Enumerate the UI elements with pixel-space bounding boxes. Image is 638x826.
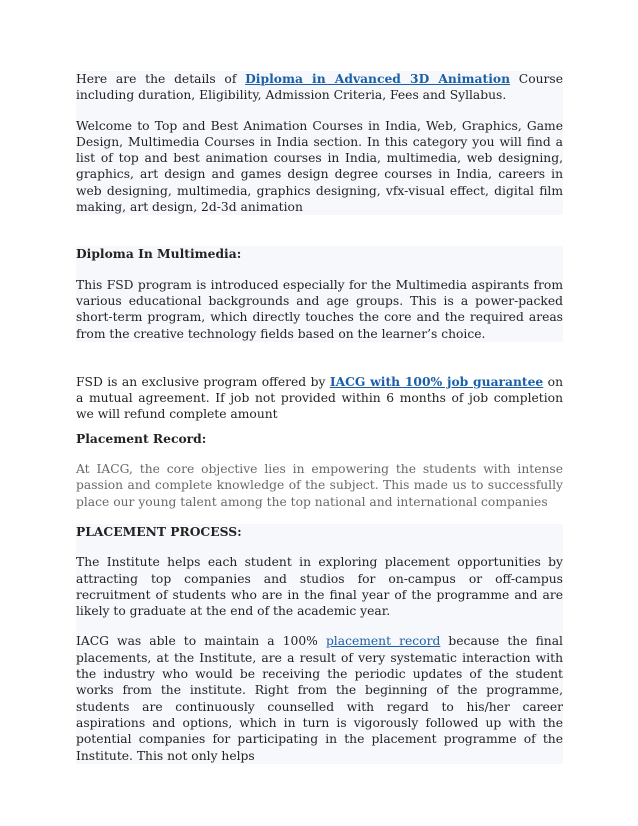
- welcome-paragraph: Welcome to Top and Best Animation Courses in India, Web, Graphics, Game Design, Multimedia Courses in India section. In this category you will find a list of top and best animation courses in India, multimedia, web designing, graphics, art design and games design degree courses in India, careers in web designing, multimedia, graphics designing, vfx-visual effect, digital film making, art design, 2d-3d animation: [76, 118, 563, 215]
- intro-text-after: Course including duration, Eligibility, Admission Criteria, Fees and Syllabus.: [76, 72, 563, 103]
- fsd-paragraph: [76, 374, 563, 423]
- placement-record-paragraph: At IACG, the core objective lies in empowering the students with intense passion and complete knowledge of the subject. This made us to successfully place our young talent among the top national and international companies: [76, 462, 563, 509]
- intro-paragraph: [76, 71, 563, 104]
- placement-record-heading: Placement Record:: [76, 430, 207, 446]
- intro-text-before: Here are the details of: [76, 72, 246, 86]
- multimedia-paragraph: This FSD program is introduced especially for the Multimedia aspirants from various educational backgrounds and age groups. This is a power-packed short-term program, which directly touches the core and the required areas from the creative technology fields based on the learner’s choice.: [76, 277, 563, 341]
- intro-section: [76, 71, 563, 215]
- fsd-text-after: on a mutual agreement. If job not provided within 6 months of job completion we will refund complete amount: [76, 374, 564, 422]
- diploma-advanced-3d-animation-link[interactable]: Diploma in Advanced 3D Animation: [245, 71, 511, 86]
- placement-process-paragraph: The Institute helps each student in exploring placement opportunities by attracting top companies and studios for on-campus or off-campus recruitment of students who are in the final year of the programme and are likely to graduate at the end of the academic year.: [76, 555, 563, 619]
- placement-record-link[interactable]: placement record: [325, 634, 441, 649]
- multimedia-heading: Diploma In Multimedia:: [76, 246, 242, 262]
- final-paragraph: [76, 633, 563, 763]
- iacg-job-guarantee-link[interactable]: IACG with 100% job guarantee: [329, 373, 544, 389]
- document-page: [76, 71, 563, 764]
- fsd-text-before: FSD is an exclusive program offered by: [76, 374, 330, 389]
- final-text-after: because the final placements, at the Institute, are a result of very systematic interaction with the industry who would be receiving the periodic updates of the student works from the institute. Right from the beginning of the programme, students are continuously counselled with regard to his/her career aspirations and options, which in turn is vigorously followed up with the potential companies for participating in the placement programme of the Institute. This not only helps: [76, 634, 563, 763]
- placement-process-section: [76, 524, 563, 764]
- final-text-before: IACG was able to maintain a 100%: [76, 634, 326, 649]
- multimedia-section: [76, 246, 563, 341]
- placement-process-heading: PLACEMENT PROCESS:: [76, 523, 242, 539]
